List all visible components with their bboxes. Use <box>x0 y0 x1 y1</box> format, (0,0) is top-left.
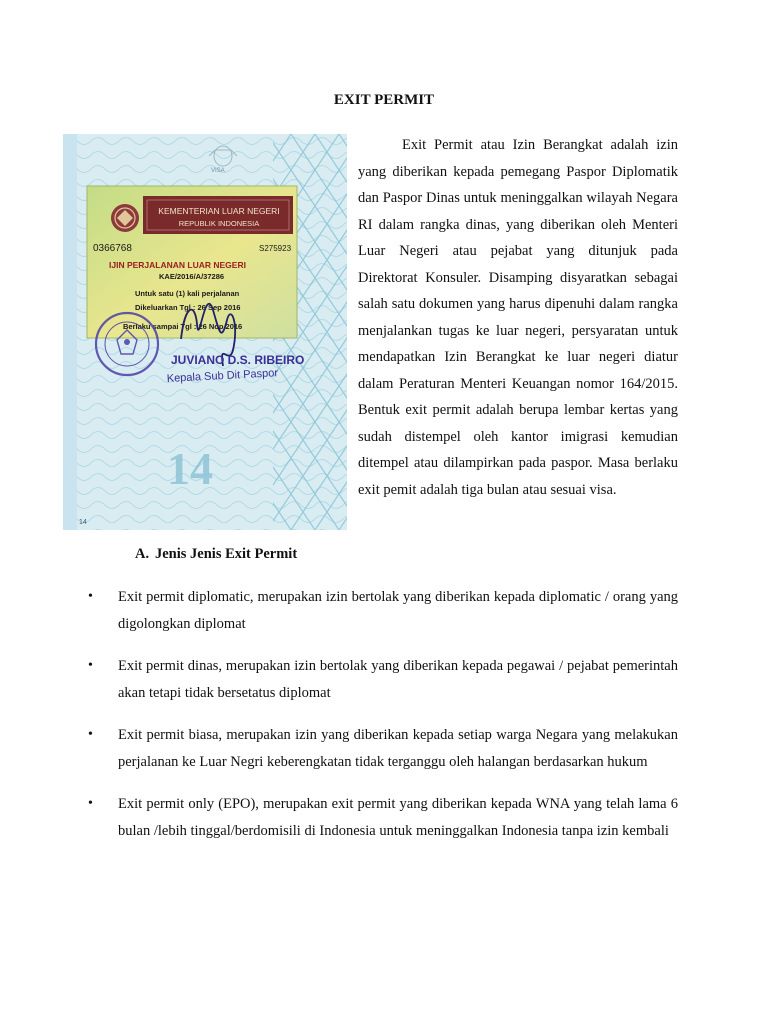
official-title-stamp: Kepala Sub Dit Paspor <box>166 367 279 385</box>
bullet-icon: • <box>88 589 93 604</box>
list-item-text: Exit permit diplomatic, merupakan izin bertolak yang diberikan kepada diplomatic / orang yang digolongkan diplomat <box>118 589 678 632</box>
passport-page-number-large: 14 <box>167 443 213 494</box>
sticker-header-line1: KEMENTERIAN LUAR NEGERI <box>158 206 280 216</box>
list-item <box>88 584 678 637</box>
passport-page-image <box>63 134 347 530</box>
sticker-serial-left: 0366768 <box>93 243 132 254</box>
section-heading <box>135 546 297 563</box>
list-item-text: Exit permit biasa, merupakan izin yang diberikan kepada setiap warga Negara yang melakukan perjalanan ke Luar Negri keberengkatan tidak terganggu oleh halangan berdasarkan hukum <box>118 727 678 770</box>
sticker-emblem-icon <box>111 204 139 232</box>
sticker-doc-title: IJIN PERJALANAN LUAR NEGERI <box>109 260 246 270</box>
sticker-valid-line: Berlaku sampai Tgl : 26 Nop 2016 <box>123 322 243 331</box>
sticker-usage-line: Untuk satu (1) kali perjalanan <box>135 289 240 298</box>
sticker-serial-right: S275923 <box>259 244 292 253</box>
sticker-header-line2: REPUBLIK INDONESIA <box>178 219 260 228</box>
list-item <box>88 653 678 706</box>
bullet-icon: • <box>88 796 93 811</box>
sticker-issued-line: Dikeluarkan Tgl : 26 Sep 2016 <box>135 303 241 312</box>
passport-page-number-small: 14 <box>79 519 87 526</box>
bullet-icon: • <box>88 658 93 673</box>
list-item <box>88 791 678 844</box>
list-item-text: Exit permit dinas, merupakan izin bertolak yang diberikan kepada pegawai / pejabat pemerintah akan tetapi tidak bersetatus diplomat <box>118 658 678 701</box>
passport-visa-label: VISA <box>211 168 225 174</box>
bullet-icon: • <box>88 727 93 742</box>
exit-permit-types-list <box>88 584 678 860</box>
ministry-seal-stamp <box>96 313 158 375</box>
intro-text: Exit Permit atau Izin Berangkat adalah izin yang diberikan kepada pemegang Paspor Diplomatik dan Paspor Dinas untuk meninggalkan wilayah Negara RI dalam rangka dinas, yang diberikan oleh Menteri Luar Negeri atau pejabat yang ditunjuk pada Direktorat Konsuler. Disamping disyaratkan sebagai salah satu dokumen yang harus dipenuhi dalam rangka menjalankan tugas ke luar negeri, persyaratan untuk mendapatkan Izin Berangkat ke luar negeri diatur dalam Peraturan Menteri Keuangan nomor 164/2015. Bentuk exit permit adalah berupa lembar kertas yang sudah distempel oleh kantor imigrasi kemudian ditempel atau dilampirkan pada paspor. Masa berlaku exit pemit adalah tiga bulan atau sesuai visa. <box>358 137 678 498</box>
intro-paragraph <box>358 132 678 503</box>
page-title: EXIT PERMIT <box>333 92 435 108</box>
section-heading-text: Jenis Jenis Exit Permit <box>155 546 298 562</box>
sticker-ref-number: KAE/2016/A/37286 <box>159 272 225 281</box>
section-letter: A. <box>135 546 150 562</box>
passport-exit-permit-photo <box>63 134 347 530</box>
official-name-stamp: JUVIANO D.S. RIBEIRO <box>171 353 305 367</box>
list-item <box>88 722 678 775</box>
list-item-text: Exit permit only (EPO), merupakan exit permit yang diberikan kepada WNA yang telah lama 6 bulan /lebih tinggal/berdomisili di Indonesia untuk meninggalkan Indonesia tanpa izin kembali <box>118 796 678 839</box>
